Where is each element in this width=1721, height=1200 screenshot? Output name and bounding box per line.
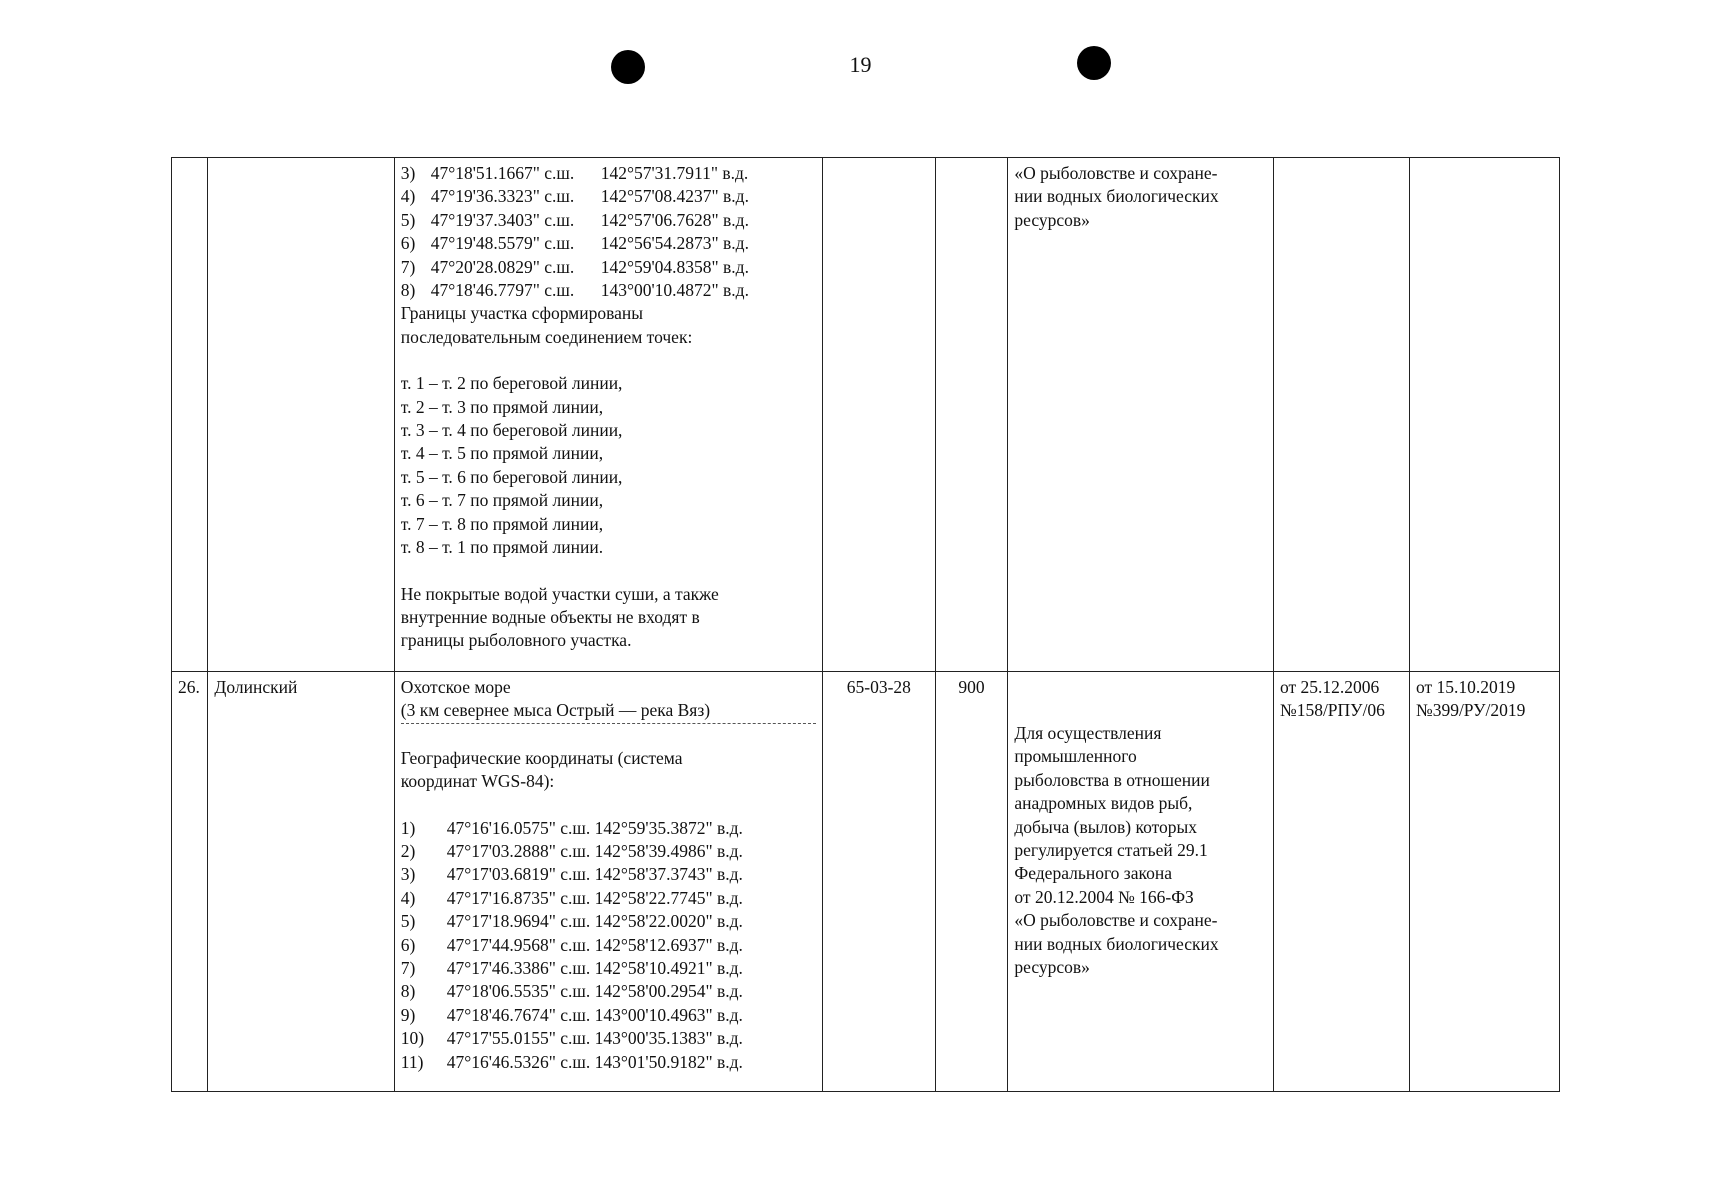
table-row-26 [172,672,1560,1092]
purpose-line: нии водных биологических [1014,186,1219,207]
coordinates-title [401,747,816,794]
coordinate-text: 47°18'06.5535" с.ш. 142°58'00.2954" в.д. [446,981,743,1002]
coordinate-n: 2) [400,841,416,862]
segment-item: т. 5 – т. 6 по береговой линии, [400,466,623,487]
coordinate-item [401,1027,816,1050]
cell-decision [1274,672,1410,1092]
coordinate-n: 6) [400,233,416,254]
cell-order [1410,158,1560,672]
coordinates-list [401,817,816,1074]
purpose-line: регулируется статьей 29.1 [1014,840,1208,861]
coordinate-n: 3) [400,163,416,183]
order-number: №399/РУ/2019 [1416,700,1526,721]
punch-hole-right [1077,46,1111,80]
coordinate-item [401,279,816,302]
sea-name: Охотское море [400,677,511,697]
text-line: Не покрытые водой участки суши, а также [400,583,719,604]
coordinate-text: 47°17'18.9694" с.ш. 142°58'22.0020" в.д. [446,911,743,932]
decision-date: от 25.12.2006 [1280,677,1380,697]
text-line: последовательным соединением точек: [400,326,693,347]
cell-order [1410,672,1560,1092]
purpose-line: промышленного [1014,746,1137,767]
coordinate-n: 9) [400,1004,416,1025]
coordinate-lat: 47°19'37.3403" с.ш. [430,209,575,230]
purpose-line: ресурсов» [1014,957,1090,978]
purpose-line: рыболовства в отношении [1014,769,1210,790]
coordinate-lon: 142°59'04.8358" в.д. [600,256,749,277]
coordinate-item [401,209,816,232]
coordinate-lat: 47°19'36.3323" с.ш. [430,186,575,207]
coordinate-n: 3) [400,864,416,885]
coordinate-item [401,934,816,957]
coordinate-item [401,232,816,255]
coordinate-text: 47°17'16.8735" с.ш. 142°58'22.7745" в.д. [446,887,743,908]
coordinate-lon: 142°57'08.4237" в.д. [600,186,749,207]
coordinate-item [401,817,816,840]
coordinate-n: 10) [400,1028,425,1049]
coordinate-text: 47°18'46.7674" с.ш. 143°00'10.4963" в.д. [446,1004,743,1025]
segments-list [401,372,816,559]
coordinate-item [401,910,816,933]
purpose-line: «О рыболовстве и сохране- [1014,163,1218,183]
coordinate-n: 7) [400,958,416,979]
coordinate-lat: 47°18'51.1667" с.ш. [430,163,575,183]
coordinate-item [401,162,816,185]
segment-item: т. 1 – т. 2 по береговой линии, [400,373,623,394]
coordinate-lat: 47°19'48.5579" с.ш. [430,233,575,254]
cell-description [394,158,822,672]
coordinate-item [401,840,816,863]
cell-num [172,158,208,672]
text-line: координат WGS-84): [400,771,555,792]
coordinate-n: 5) [400,209,416,230]
coordinate-lon: 142°57'06.7628" в.д. [600,209,749,230]
punch-hole-left [611,50,645,84]
coordinate-lat: 47°20'28.0829" с.ш. [430,256,575,277]
page-number: 19 [849,52,872,77]
coordinate-text: 47°17'55.0155" с.ш. 143°00'35.1383" в.д. [446,1028,743,1049]
purpose-line: анадромных видов рыб, [1014,793,1193,814]
purpose-line: Для осуществления [1014,723,1162,743]
purpose-line: ресурсов» [1014,209,1090,230]
coordinate-n: 8) [400,981,416,1002]
segment-item: т. 8 – т. 1 по прямой линии. [400,537,604,558]
cell-description [394,672,822,1092]
borders-intro [401,302,816,349]
purpose-line: от 20.12.2004 № 166-ФЗ [1014,886,1194,907]
area-code: 65-03-28 [823,672,935,1092]
purpose-line: «О рыболовстве и сохране- [1014,910,1218,931]
coordinate-lon: 142°56'54.2873" в.д. [600,233,749,254]
location-text: (3 км севернее мыса Острый — река Вяз) [401,699,816,723]
row-number: 26. [172,672,208,1092]
note-text [401,583,816,653]
purpose-text [1014,722,1267,979]
segment-item: т. 4 – т. 5 по прямой линии, [400,443,604,464]
coordinate-text: 47°17'44.9568" с.ш. 142°58'12.6937" в.д. [446,934,743,955]
segment-item: т. 7 – т. 8 по прямой линии, [400,513,604,534]
coordinate-lon: 143°00'10.4872" в.д. [600,280,749,301]
coordinate-item [401,1051,816,1074]
decision-number: №158/РПУ/06 [1280,700,1385,721]
coordinate-n: 7) [400,256,416,277]
coordinate-item [401,185,816,208]
cell-code [823,158,935,672]
coordinate-item [401,863,816,886]
coordinate-n: 11) [400,1051,424,1072]
coordinate-n: 4) [400,887,416,908]
coordinate-lat: 47°18'46.7797" с.ш. [430,280,575,301]
segment-item: т. 3 – т. 4 по береговой линии, [400,420,623,441]
coordinate-n: 5) [400,911,416,932]
area-size: 900 [935,672,1008,1092]
cell-area [935,158,1008,672]
coordinate-text: 47°17'03.2888" с.ш. 142°58'39.4986" в.д. [446,841,743,862]
coordinate-text: 47°17'46.3386" с.ш. 142°58'10.4921" в.д. [446,958,743,979]
order-date: от 15.10.2019 [1416,677,1516,697]
coordinate-item [401,957,816,980]
coordinate-n: 1) [400,817,416,838]
coordinate-n: 6) [400,934,416,955]
segment-item: т. 6 – т. 7 по прямой линии, [400,490,604,511]
cell-purpose [1008,672,1274,1092]
purpose-line: нии водных биологических [1014,933,1219,954]
purpose-line: добыча (вылов) которых [1014,816,1198,837]
cell-decision [1274,158,1410,672]
table-row-continuation [172,158,1560,672]
cell-district [208,158,394,672]
coordinate-lon: 142°57'31.7911" в.д. [600,163,749,183]
purpose-line: Федерального закона [1014,863,1172,884]
coordinate-item [401,1004,816,1027]
coordinate-n: 4) [400,186,416,207]
text-line: границы рыболовного участка. [400,630,632,651]
coordinate-item [401,256,816,279]
fishing-areas-table [171,157,1560,1092]
coordinate-item [401,980,816,1003]
cell-purpose [1008,158,1274,672]
text-line: Географические координаты (система [400,747,683,768]
district-name: Долинский [208,672,394,1092]
coordinate-text: 47°16'46.5326" с.ш. 143°01'50.9182" в.д. [446,1051,743,1072]
coordinate-text: 47°16'16.0575" с.ш. 142°59'35.3872" в.д. [446,817,743,838]
text-line: внутренние водные объекты не входят в [400,606,700,627]
coordinate-item [401,887,816,910]
coordinate-text: 47°17'03.6819" с.ш. 142°58'37.3743" в.д. [446,864,743,885]
coordinates-list [401,162,816,302]
segment-item: т. 2 – т. 3 по прямой линии, [400,396,604,417]
text-line: Границы участка сформированы [400,303,644,324]
coordinate-n: 8) [400,280,416,301]
